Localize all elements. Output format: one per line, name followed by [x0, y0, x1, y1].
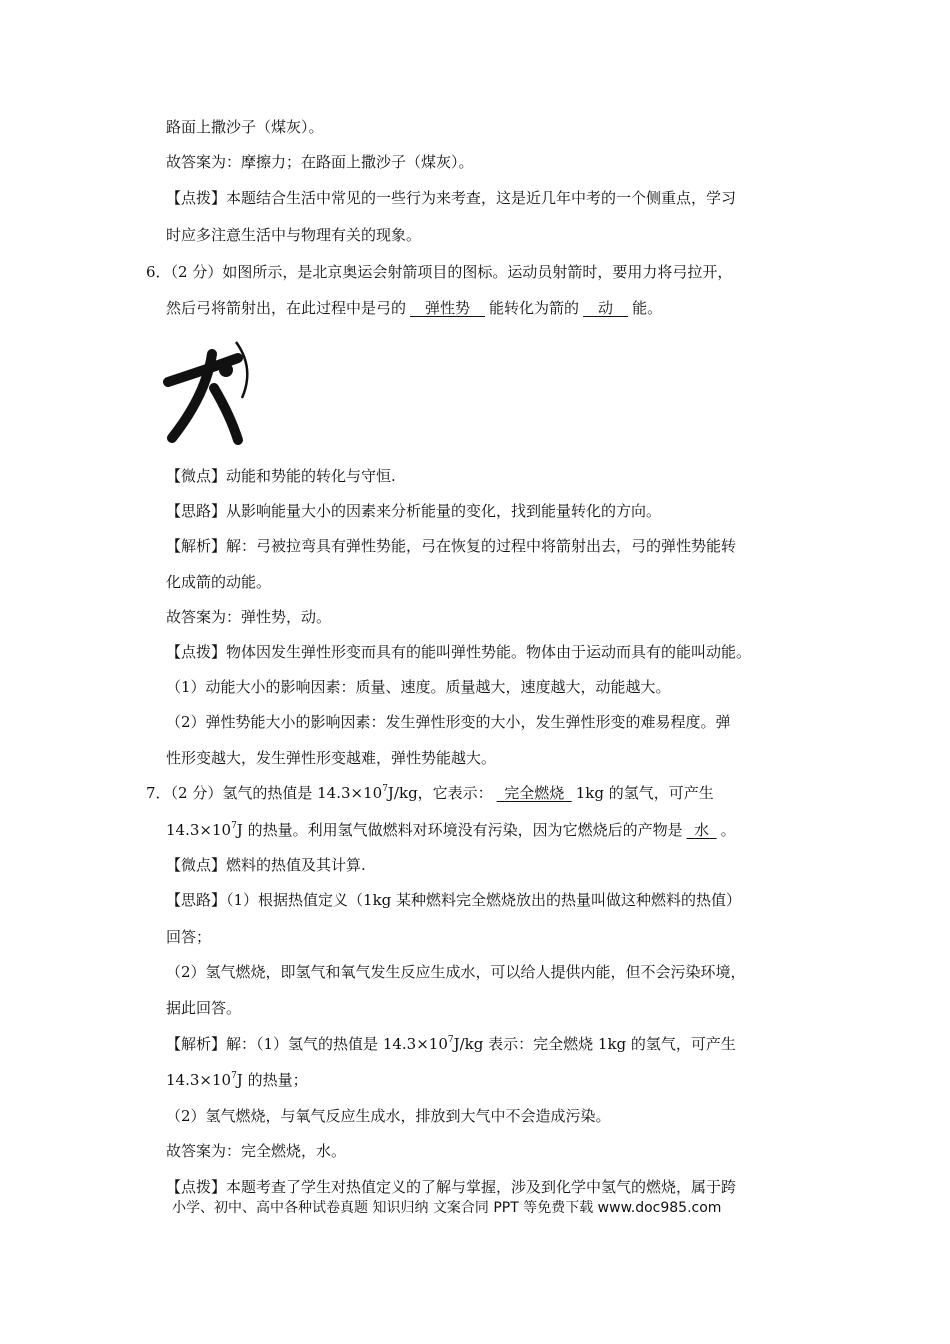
- text-line: 【微点】动能和势能的转化与守恒.: [166, 467, 396, 485]
- answer-blank: 弹性势: [425, 299, 471, 317]
- text: 然后弓将箭射出，在此过程中是弓的: [166, 299, 407, 317]
- text-line: [166, 1034, 736, 1054]
- superscript: 7: [231, 821, 237, 831]
- text: 【解析】解：（1）氢气的热值是 14.3×10: [166, 1035, 448, 1053]
- answer-blank: 动: [598, 299, 614, 317]
- text: 能。: [632, 299, 663, 317]
- text-line: 故答案为：摩擦力；在路面上撒沙子（煤灰）。: [166, 153, 474, 171]
- text: J 的热量。利用氢气做燃料对环境没有污染，因为它燃烧后的产物是: [236, 821, 683, 839]
- text: 14.3×10: [166, 1071, 232, 1089]
- text-line: （2）氢气燃烧，即氢气和氧气发生反应生成水，可以给人提供内能，但不会污染环境，: [166, 963, 746, 981]
- superscript: 7: [382, 784, 388, 794]
- superscript: 7: [447, 1035, 454, 1045]
- text-line: 【思路】（1）根据热值定义（1kg 某种燃料完全燃烧放出的热量叫做这种燃料的热值）: [166, 891, 742, 909]
- question-7-stem: [146, 783, 714, 803]
- text-line: 【点拨】本题考查了学生对热值定义的了解与掌握，涉及到化学中氢气的燃烧，属于跨: [166, 1178, 737, 1196]
- text-line: [166, 1070, 308, 1090]
- text-line: 【点拨】物体因发生弹性形变而具有的能叫弹性势能。物体由于运动而具有的能叫动能。: [166, 643, 752, 661]
- footer-watermark: 小学、初中、高中各种试卷真题 知识归纳 文案合同 PPT 等免费下载 www.doc985.com: [172, 1200, 722, 1216]
- text: 7．（2 分）氢气的热值是 14.3×10: [146, 784, 383, 802]
- text-line: 【微点】燃料的热值及其计算.: [166, 856, 366, 874]
- text-line: （2）氢气燃烧，与氧气反应生成水，排放到大气中不会造成污染。: [166, 1107, 611, 1125]
- text-line: 回答；: [166, 928, 212, 946]
- text-line: 故答案为：弹性势，动。: [166, 608, 332, 626]
- text-line: （1）动能大小的影响因素：质量、速度。质量越大，速度越大，动能越大。: [166, 678, 671, 696]
- text-line: 性形变越大，发生弹性形变越难，弹性势能越大。: [166, 749, 497, 767]
- text: J/kg，它表示：: [387, 784, 493, 802]
- text-line: 【点拨】本题结合生活中常见的一些行为来考查，这是近几年中考的一个侧重点，学习: [166, 189, 737, 207]
- text-line: （2）弹性势能大小的影响因素：发生弹性形变的大小，发生弹性形变的难易程度。弹: [166, 713, 731, 731]
- text: 1kg 的氢气，可产生: [575, 784, 714, 802]
- answer-blank: 水: [694, 821, 710, 839]
- archery-pictogram-icon: [160, 340, 260, 450]
- text: J 的热量；: [236, 1071, 308, 1089]
- question-6-stem: 6．（2 分）如图所示，是北京奥运会射箭项目的图标。运动员射箭时，要用力将弓拉开，: [146, 263, 733, 281]
- text: 14.3×10: [166, 821, 232, 839]
- text-line: 【思路】从影响能量大小的因素来分析能量的变化，找到能量转化的方向。: [166, 502, 662, 520]
- answer-blank: 完全燃烧: [504, 784, 565, 802]
- text-line: 化成箭的动能。: [166, 573, 272, 591]
- text-line: 【解析】解：弓被拉弯具有弹性势能，弓在恢复的过程中将箭射出去，弓的弹性势能转: [166, 537, 737, 555]
- text: 能转化为箭的: [489, 299, 580, 317]
- text-line: 路面上撒沙子（煤灰）。: [166, 118, 324, 136]
- text-line: 据此回答。: [166, 999, 242, 1017]
- question-7-stem-cont: [166, 820, 736, 840]
- superscript: 7: [231, 1071, 237, 1081]
- text-line: 时应多注意生活中与物理有关的现象。: [166, 226, 422, 244]
- text: 。: [720, 821, 736, 839]
- text: J/kg 表示：完全燃烧 1kg 的氢气，可产生: [453, 1035, 736, 1053]
- text-line: 故答案为：完全燃烧，水。: [166, 1142, 347, 1160]
- question-6-stem-cont: [166, 298, 662, 318]
